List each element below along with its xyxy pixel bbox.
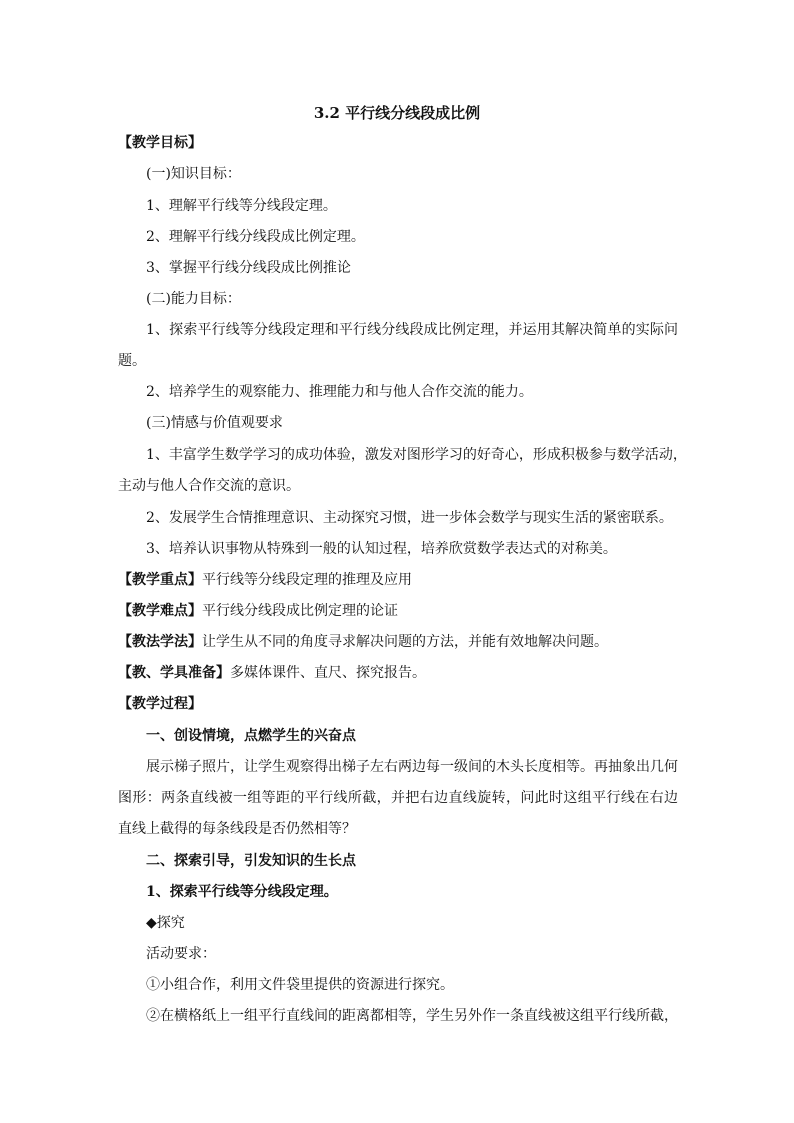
objectives-heading: 【教学目标】 xyxy=(118,135,202,151)
prep-row xyxy=(118,663,678,683)
activity-label: 活动要求： xyxy=(146,946,216,962)
emotion-goal-2: 2、发展学生合情推理意识、主动探究习惯，进一步体会数学与现实生活的紧密联系。 xyxy=(146,510,673,526)
ability-goal-1-line2: 题。 xyxy=(118,353,146,369)
key-point-label: 【教学重点】 xyxy=(118,572,202,588)
explore-label: ◆探究 xyxy=(146,915,185,931)
ability-goal-1-line1: 1、探索平行线等分线段定理和平行线分线段成比例定理，并运用其解决简单的实际问 xyxy=(146,322,678,338)
knowledge-goal-item: 3、掌握平行线分线段成比例推论 xyxy=(146,260,351,276)
method-text: 让学生从不同的角度寻求解决问题的方法，并能有效地解决问题。 xyxy=(202,634,608,650)
section2-heading: 二、探索引导，引发知识的生长点 xyxy=(146,853,356,869)
difficulty-label: 【教学难点】 xyxy=(118,603,202,619)
emotion-goal-1-line2: 主动与他人合作交流的意识。 xyxy=(118,478,300,494)
section1-paragraph-line1: 展示梯子照片，让学生观察得出梯子左右两边每一级间的木头长度相等。再抽象出几何 xyxy=(146,759,678,775)
method-label: 【教法学法】 xyxy=(118,634,202,650)
knowledge-goal-item: 1、理解平行线等分线段定理。 xyxy=(146,198,337,214)
section1-heading: 一、创设情境，点燃学生的兴奋点 xyxy=(146,728,356,744)
knowledge-goal-item: 2、理解平行线分线段成比例定理。 xyxy=(146,229,365,245)
method-row xyxy=(118,632,678,652)
page-title: 3.2 平行线分线段成比例 xyxy=(313,104,481,122)
activity-item: ②在横格纸上一组平行直线间的距离都相等，学生另外作一条直线被这组平行线所截， xyxy=(146,1008,678,1024)
process-heading: 【教学过程】 xyxy=(118,696,202,712)
emotion-goal-heading: (三)情感与价值观要求 xyxy=(146,415,283,431)
section1-paragraph-line3: 直线上截得的每条线段是否仍然相等？ xyxy=(118,821,356,837)
difficulty-text: 平行线分线段成比例定理的论证 xyxy=(202,603,398,619)
activity-item: ①小组合作，利用文件袋里提供的资源进行探究。 xyxy=(146,977,454,993)
difficulty-row xyxy=(118,601,678,621)
section2-sub1: 1、探索平行线等分线段定理。 xyxy=(146,884,338,900)
emotion-goal-1-line1: 1、丰富学生数学学习的成功体验，激发对图形学习的好奇心，形成积极参与数学活动， xyxy=(146,447,687,463)
section1-paragraph-line2: 图形：两条直线被一组等距的平行线所截，并把右边直线旋转，问此时这组平行线在右边 xyxy=(118,790,678,806)
ability-goal-heading: (二)能力目标： xyxy=(146,291,241,307)
emotion-goal-3: 3、培养认识事物从特殊到一般的认知过程，培养欣赏数学表达式的对称美。 xyxy=(146,541,617,557)
ability-goal-2: 2、培养学生的观察能力、推理能力和与他人合作交流的能力。 xyxy=(146,384,533,400)
key-point-text: 平行线等分线段定理的推理及应用 xyxy=(202,572,412,588)
prep-text: 多媒体课件、直尺、探究报告。 xyxy=(230,665,426,681)
knowledge-goal-heading: (一)知识目标： xyxy=(146,166,241,182)
prep-label: 【教、学具准备】 xyxy=(118,665,230,681)
key-point-row xyxy=(118,570,678,590)
